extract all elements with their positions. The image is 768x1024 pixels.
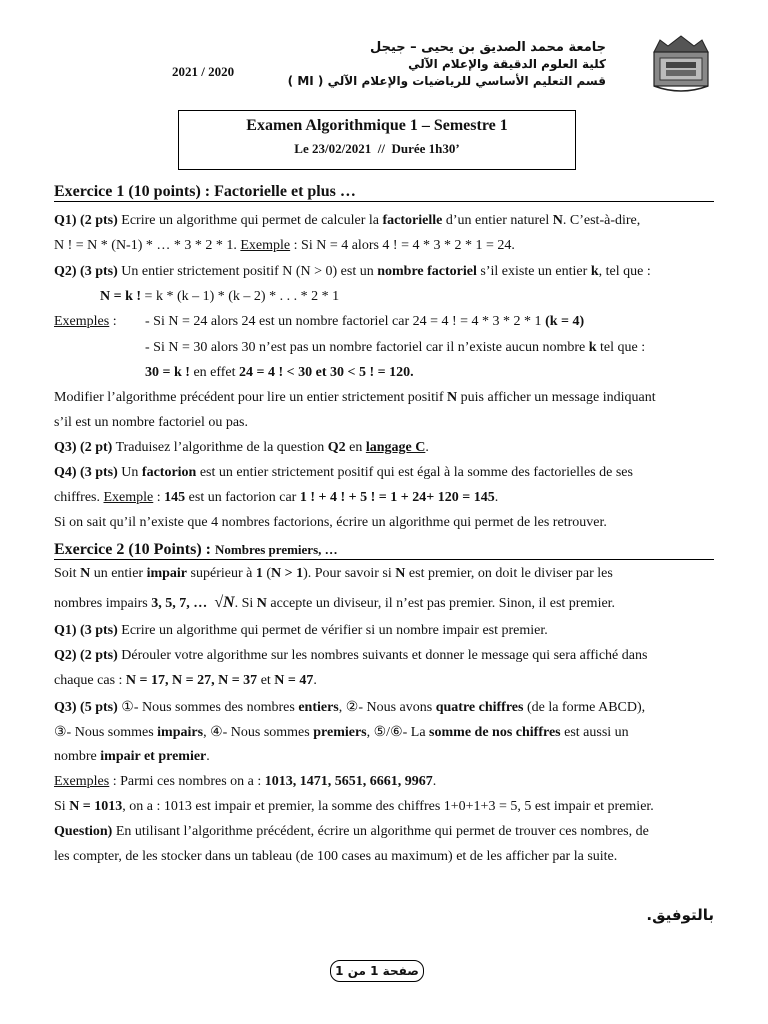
ex1-q4-line1: Q4) (3 pts) Un factorion est un entier strictement positif qui est égal à la somme des factorielles de ses xyxy=(54,465,633,480)
academic-year: 2021 / 2020 xyxy=(172,64,235,79)
ex2-example-detail: Si N = 1013, on a : 1013 est impair et premier, la somme des chiffres 1+0+1+3 = 5, 5 est impair et premier. xyxy=(54,799,654,814)
ex2-question-line1: Question) En utilisant l’algorithme précédent, écrire un algorithme qui permet de trouver ces nombres, de xyxy=(54,824,649,839)
ex2-q3-line1: Q3) (5 pts) ①- Nous sommes des nombres entiers, ②- Nous avons quatre chiffres (de la forme ABCD), xyxy=(54,700,646,715)
ex2-question-line2: les compter, de les stocker dans un tableau (de 100 cases au maximum) et de les afficher par la suite. xyxy=(54,849,618,864)
exercise-1-heading: Exercice 1 (10 points) : Factorielle et plus … xyxy=(54,183,714,202)
ex1-examples-label: Exemples : xyxy=(54,314,117,329)
ex1-modify-line1: Modifier l’algorithme précédent pour lire un entier strictement positif N puis afficher un message indiquant xyxy=(54,390,656,405)
ex1-example-2: - Si N = 30 alors 30 n’est pas un nombre factoriel car il n’existe aucun nombre k tel que : xyxy=(145,340,646,355)
ex2-q2-line1: Q2) (2 pts) Dérouler votre algorithme sur les nombres suivants et donner le message qui sera affiché dans xyxy=(54,648,648,663)
ex1-example-2-detail: 30 = k ! en effet 24 = 4 ! < 30 et 30 < 5 ! = 120. xyxy=(145,365,414,380)
ex1-q3: Q3) (2 pt) Traduisez l’algorithme de la question Q2 en langage C. xyxy=(54,440,429,455)
page-number: صفحة 1 من 1 xyxy=(330,960,424,982)
faculty-name: كلية العلوم الدقيقة والإعلام الآلي xyxy=(408,57,606,71)
exam-date-duration: Le 23/02/2021 // Durée 1h30’ xyxy=(294,141,460,156)
ex1-q2-formula: N = k ! = k * (k – 1) * (k – 2) * . . . * 2 * 1 xyxy=(100,289,340,304)
university-logo xyxy=(646,32,716,96)
ex1-q4-line3: Si on sait qu’il n’existe que 4 nombres factorions, écrire un algorithme qui permet de les retrouver. xyxy=(54,515,607,530)
ex1-q1-line1: Q1) (2 pts) Ecrire un algorithme qui permet de calculer la factorielle d’un entier naturel N. C’est-à-dire, xyxy=(54,213,641,228)
ex1-modify-line2: s’il est un nombre factoriel ou pas. xyxy=(54,415,249,430)
ex1-q1-line2: N ! = N * (N-1) * … * 3 * 2 * 1. Exemple : Si N = 4 alors 4 ! = 4 * 3 * 2 * 1 = 24. xyxy=(54,238,515,253)
ex2-q3-line3: nombre impair et premier. xyxy=(54,749,210,764)
ex2-q1: Q1) (3 pts) Ecrire un algorithme qui permet de vérifier si un nombre impair est premier. xyxy=(54,623,548,638)
ex1-q2-line1: Q2) (3 pts) Un entier strictement positif N (N > 0) est un nombre factoriel s’il existe un entier k, tel que : xyxy=(54,264,651,279)
ex2-examples: Exemples : Parmi ces nombres on a : 1013, 1471, 5651, 6661, 9967. xyxy=(54,774,437,789)
ex2-q3-line2: ③- Nous sommes impairs, ④- Nous sommes premiers, ⑤/⑥- La somme de nos chiffres est aussi un xyxy=(54,725,629,740)
university-name: جامعة محمد الصديق بن يحيى – جيجل xyxy=(369,40,606,55)
ex2-intro-line2: nombres impairs 3, 5, 7, … √N. Si N accepte un diviseur, il n’est pas premier. Sinon, il est premier. xyxy=(54,594,616,611)
exam-title: Examen Algorithmique 1 – Semestre 1 xyxy=(246,117,508,134)
department-name: قسم التعليم الأساسي للرياضيات والإعلام الآلي ( MI ) xyxy=(287,74,606,88)
exercise-2-heading: Exercice 2 (10 Points) : Nombres premiers, … xyxy=(54,541,714,560)
ex2-intro-line1: Soit N un entier impair supérieur à 1 (N > 1). Pour savoir si N est premier, on doit le diviser par les xyxy=(54,566,613,581)
ex1-q4-line2: chiffres. Exemple : 145 est un factorion car 1 ! + 4 ! + 5 ! = 1 + 24+ 120 = 145. xyxy=(54,490,499,505)
closing-wish: بالتوفيق. xyxy=(646,906,714,924)
ex2-q2-line2: chaque cas : N = 17, N = 27, N = 37 et N = 47. xyxy=(54,673,317,688)
sqrt-n-symbol: √N xyxy=(214,594,235,611)
exam-title-box xyxy=(178,110,576,170)
ex1-example-1: - Si N = 24 alors 24 est un nombre factoriel car 24 = 4 ! = 4 * 3 * 2 * 1 (k = 4) xyxy=(145,314,585,329)
